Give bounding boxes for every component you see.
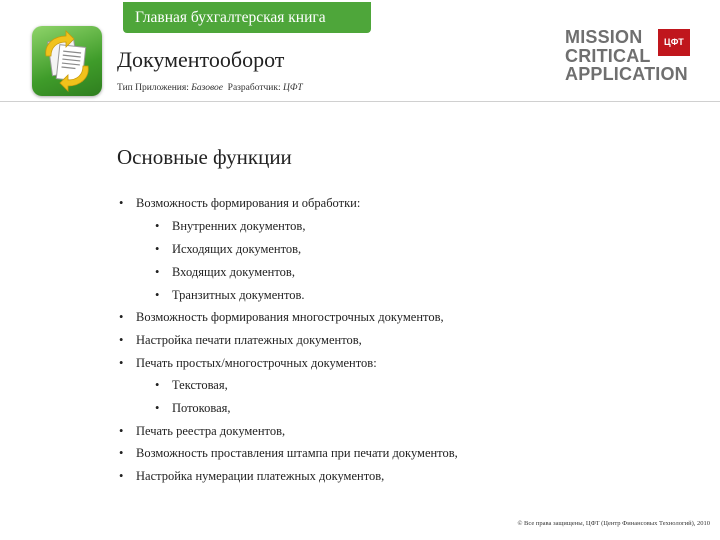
list-item [155, 265, 295, 280]
app-type-label: Тип Приложения: [117, 83, 189, 93]
list-item [119, 196, 361, 211]
copyright-footer: © Все права защищены, ЦФТ (Центр Финансовых Технологий), 2010 [517, 520, 710, 527]
list-item-text: Входящих документов, [172, 265, 295, 279]
bullet-icon: • [119, 356, 124, 370]
logo-badge: ЦФТ [658, 29, 690, 56]
bullet-icon: • [155, 242, 160, 256]
list-item [119, 469, 385, 484]
bullet-icon: • [155, 378, 160, 392]
list-item-text: Потоковая, [172, 401, 231, 415]
logo-line-1: MISSION [565, 27, 643, 47]
list-item [119, 333, 362, 348]
list-item [119, 310, 444, 325]
app-title: Документооборот [117, 47, 285, 72]
bullet-icon: • [155, 401, 160, 415]
list-item-text: Внутренних документов, [172, 219, 306, 233]
app-type-value: Базовое [191, 83, 223, 93]
list-item [119, 356, 377, 371]
developer-value: ЦФТ [283, 83, 303, 93]
list-item [155, 378, 228, 393]
bullet-icon: • [155, 219, 160, 233]
list-item-text: Текстовая, [172, 378, 228, 392]
list-item-text: Печать реестра документов, [136, 424, 286, 438]
logo-line-2: CRITICAL [565, 45, 651, 66]
bullet-icon: • [119, 310, 124, 324]
logo-line-3: APPLICATION [565, 64, 688, 84]
bullet-icon: • [119, 333, 124, 347]
bullet-icon: • [119, 196, 124, 210]
bullet-icon: • [119, 469, 124, 483]
list-item-text: Настройка печати платежных документов, [136, 333, 362, 347]
list-item-text: Настройка нумерации платежных документов, [136, 469, 385, 483]
bullet-icon: • [119, 446, 124, 460]
list-item [119, 424, 286, 439]
list-item-text: Возможность проставления штампа при печати документов, [136, 446, 458, 460]
list-item [155, 401, 231, 416]
list-item-text: Возможность формирования многострочных документов, [136, 310, 444, 324]
bullet-icon: • [119, 424, 124, 438]
developer-label: Разработчик: [227, 83, 281, 93]
list-item-text: Исходящих документов, [172, 242, 302, 256]
list-item-text: Возможность формирования и обработки: [136, 196, 361, 210]
list-item-text: Транзитных документов. [172, 288, 305, 302]
list-item [155, 288, 305, 303]
list-item [155, 242, 302, 257]
list-item [155, 219, 306, 234]
bullet-icon: • [155, 288, 160, 302]
section-title: Основные функции [117, 145, 292, 169]
bullet-icon: • [155, 265, 160, 279]
list-item [119, 446, 458, 461]
header-bar-title: Главная бухгалтерская книга [135, 9, 326, 26]
list-item-text: Печать простых/многострочных документов: [136, 356, 377, 370]
